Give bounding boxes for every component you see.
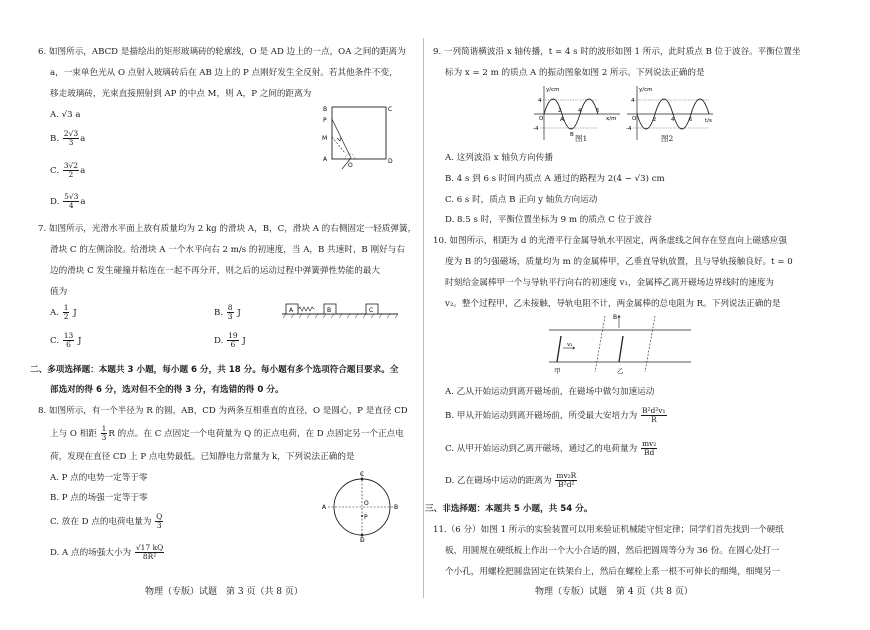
q7-fig-label-c: C bbox=[369, 307, 374, 314]
page-3 bbox=[0, 0, 425, 630]
q9-stem-line1: 9. 一列简谐横波沿 x 轴传播，t = 4 s 时的波形如图 1 所示，此时质点 B 位于波谷。平衡位置坐 bbox=[433, 47, 801, 57]
q8-option-d[interactable]: D. A 点的场强大小为 $\frac{√17 kQ}{\text{8R²}}$ bbox=[50, 543, 164, 561]
q9-option-d[interactable]: D. 8.5 s 时，平衡位置坐标为 9 m 的质点 C 位于波谷 bbox=[445, 215, 652, 225]
q9-option-c[interactable]: C. 6 s 时，质点 B 正向 y 轴负方向运动 bbox=[445, 195, 598, 205]
q10-stem-line3: 时刻给金属棒甲一个与导轨平行向右的初速度 v₁，金属棒乙离开磁场边界线时的速度为 bbox=[445, 278, 775, 288]
q11-line1: 11.（6 分）如图 1 所示的实验装置可以用来验证机械能守恒定律；同学们首先找到一个硬纸 bbox=[433, 525, 784, 535]
q11-line2: 板，用圆规在硬纸板上作出一个大小合适的圆，然后把圆周等分为 36 份。在圆心处打一 bbox=[445, 546, 780, 556]
q6-fig-label-b: B bbox=[323, 106, 328, 113]
q6-fig-label-m: M bbox=[322, 135, 328, 142]
q6-option-d[interactable]: D. $\frac{5√3}{4}$ a bbox=[50, 192, 86, 210]
q9-fig1-caption: 图1 bbox=[575, 134, 588, 143]
q6-fig-label-o: O bbox=[348, 162, 353, 169]
q9-fig1-tick-minus4: -4 bbox=[533, 126, 539, 132]
q7-stem-line2: 滑块 C 的左侧涂胶。给滑块 A 一个水平向右 2 m/s 的初速度，当 A，B 共速时，B 刚好与右 bbox=[50, 245, 405, 255]
q6-stem-line3: 移走玻璃砖，光束直接照射到 AP 的中点 M，则 A，P 之间的距离为 bbox=[50, 89, 312, 99]
q9-fig1-x-label: x/m bbox=[606, 116, 617, 122]
q8-fig-label-p: P bbox=[364, 514, 368, 521]
q10-option-b[interactable]: B. 甲从开始运动到离开磁场前，所受最大安培力为 $\frac{\text{B²d²v₁}}{R}$ bbox=[445, 406, 666, 424]
q9-fig2-tick-minus4: -4 bbox=[626, 126, 632, 132]
q8-fig-label-b: B bbox=[394, 504, 399, 511]
q8-stem-line2: 上与 O 相距 $\frac{1}{3}$ R 的点。在 C 点固定一个电荷量为 Q 的正点电荷，在 D 点固定另一个正点电 bbox=[50, 424, 404, 442]
q6-option-a[interactable]: A. √3 a bbox=[50, 110, 81, 120]
q11-line3: 个小孔，用螺栓把圆盘固定在铁架台上，然后在螺栓上系一根不可伸长的细绳，细绳另一 bbox=[445, 567, 781, 577]
q7-option-c[interactable]: C. $\frac{13}{6}$ J bbox=[50, 331, 82, 349]
q9-fig2-x-label: t/s bbox=[705, 118, 712, 124]
q8-stem-line3: 荷，发现在直径 CD 上 P 点电势最低。已知静电力常量为 k，下列说法正确的是 bbox=[50, 452, 355, 462]
q9-fig2-tick-2: 2 bbox=[653, 117, 657, 123]
q9-fig1-origin: O bbox=[539, 116, 544, 122]
q8-figure bbox=[320, 470, 400, 544]
q10-figure bbox=[545, 310, 695, 380]
q7-figure bbox=[280, 301, 400, 321]
q8-fig-label-c: C bbox=[360, 471, 365, 478]
q6-stem-line2: a，一束单色光从 O 点射入玻璃砖后在 AB 边上的 P 点刚好发生全反射。若其他条件不变， bbox=[50, 68, 398, 78]
q6-fig-label-p: P bbox=[323, 117, 327, 124]
q9-fig1-point-a: A bbox=[560, 117, 564, 123]
q10-stem-line4: v₂。整个过程甲，乙未接触，导轨电阻不计，两金属棒的总电阻为 R。下列说法正确的是 bbox=[445, 299, 781, 309]
q10-stem-line1: 10. 如图所示，相距为 d 的光滑平行金属导轨水平固定，两条虚线之间存在竖直向上磁感应强 bbox=[433, 236, 787, 246]
section-3-heading: 三、非选择题：本题共 5 小题，共 54 分。 bbox=[425, 504, 593, 514]
q7-option-a[interactable]: A. $\frac{1}{2}$ J bbox=[50, 303, 77, 321]
q6-stem-line1: 6. 如图所示，ABCD 是描绘出的矩形玻璃砖的轮廓线，O 是 AD 边上的一点，OA 之间的距离为 bbox=[38, 47, 406, 57]
q7-option-b[interactable]: B. $\frac{8}{3}$ J bbox=[214, 303, 241, 321]
q9-option-b[interactable]: B. 4 s 到 6 s 时间内质点 A 通过的路程为 2(4 − √3) cm bbox=[445, 174, 665, 184]
q9-option-a[interactable]: A. 这列波沿 x 轴负方向传播 bbox=[445, 153, 553, 163]
q9-fig2-y-label: y/cm bbox=[639, 87, 653, 93]
q10-fig-label-jia: 甲 bbox=[554, 367, 561, 375]
q9-stem-line2: 标为 x = 2 m 的质点 A 的振动图象如图 2 所示。下列说法正确的是 bbox=[445, 68, 705, 78]
q9-fig1-y-label: y/cm bbox=[546, 87, 560, 93]
q9-fig1-tick-2: 2 bbox=[558, 108, 562, 114]
q7-stem-line1: 7. 如图所示，光滑水平面上放有质量均为 2 kg 的滑块 A，B，C，滑块 A 的右侧固定一轻质弹簧， bbox=[38, 224, 417, 234]
q8-option-a[interactable]: A. P 点的电势一定等于零 bbox=[50, 473, 148, 483]
q7-stem-line3: 边的滑块 C 发生碰撞并粘连在一起不再分开，则之后的运动过程中弹簧弹性势能的最大 bbox=[50, 266, 381, 276]
q9-fig1-tick-6: 6 bbox=[596, 108, 600, 114]
q6-fig-label-d: D bbox=[388, 158, 393, 165]
page-4-footer: 物理（专版）试题 第 4 页（共 8 页） bbox=[535, 587, 693, 597]
page-3-footer: 物理（专版）试题 第 3 页（共 8 页） bbox=[145, 587, 303, 597]
q7-option-d[interactable]: D. $\frac{19}{6}$ J bbox=[214, 331, 246, 349]
q9-fig2-origin: O bbox=[632, 116, 637, 122]
q9-fig2-tick-4: 4 bbox=[631, 98, 635, 104]
q9-fig2-caption: 图2 bbox=[661, 134, 674, 143]
q7-fig-label-b: B bbox=[327, 307, 332, 314]
q8-stem-line1: 8. 如图所示，有一个半径为 R 的圆，AB，CD 为两条互相垂直的直径，O 是圆心，P 是直径 CD bbox=[38, 406, 408, 416]
q6-fig-label-c: C bbox=[388, 106, 393, 113]
q8-fig-label-d: D bbox=[360, 537, 365, 544]
q8-fig-label-o: O bbox=[364, 500, 369, 507]
q10-fig-label-v1: v₁ bbox=[567, 342, 573, 348]
q8-option-b[interactable]: B. P 点的场强一定等于零 bbox=[50, 493, 148, 503]
q6-option-c[interactable]: C. $\frac{3√2}{2}$ a bbox=[50, 161, 86, 179]
q10-option-a[interactable]: A. 乙从开始运动到离开磁场前，在磁场中做匀加速运动 bbox=[445, 387, 655, 397]
q9-fig1-tick-4: 4 bbox=[538, 98, 542, 104]
section-2-heading-line2: 部选对的得 6 分，选对但不全的得 3 分，有选错的得 0 分。 bbox=[50, 385, 284, 395]
q10-fig-label-b: B bbox=[613, 314, 618, 321]
section-2-heading-line1: 二、多项选择题：本题共 3 小题，每小题 6 分，共 18 分。每小题有多个选项符合题目要求。全 bbox=[30, 365, 399, 375]
q7-stem-line4: 值为 bbox=[50, 287, 68, 297]
q8-option-c[interactable]: C. 放在 D 点的电荷电量为 $\frac{Q}{3}$ bbox=[50, 512, 163, 530]
q9-fig1-tick-4x: 4 bbox=[578, 108, 582, 114]
q10-option-d[interactable]: D. 乙在磁场中运动的距离为 $\frac{\text{mv₂R}}{\text{B²d²}}$ bbox=[445, 471, 577, 489]
page-4 bbox=[425, 0, 870, 630]
q8-fig-label-a: A bbox=[322, 504, 327, 511]
q10-fig-label-yi: 乙 bbox=[617, 367, 624, 375]
q9-fig2-tick-4x: 4 bbox=[671, 117, 675, 123]
q6-option-b[interactable]: B. $\frac{2√3}{3}$ a bbox=[50, 129, 86, 147]
q9-fig2-tick-6: 6 bbox=[689, 117, 693, 123]
q6-figure bbox=[318, 103, 398, 171]
q6-fig-label-a: A bbox=[323, 156, 328, 163]
q10-stem-line2: 度为 B 的匀强磁场，质量均为 m 的金属棒甲，乙垂直导轨放置，且与导轨接触良好。t = 0 bbox=[445, 257, 793, 267]
q9-fig1-point-b: B bbox=[570, 132, 574, 138]
q10-option-c[interactable]: C. 从甲开始运动到乙离开磁场，通过乙的电荷量为 $\frac{\text{mv₂}}{Bd}$ bbox=[445, 439, 657, 457]
q7-fig-label-a: A bbox=[289, 307, 294, 314]
